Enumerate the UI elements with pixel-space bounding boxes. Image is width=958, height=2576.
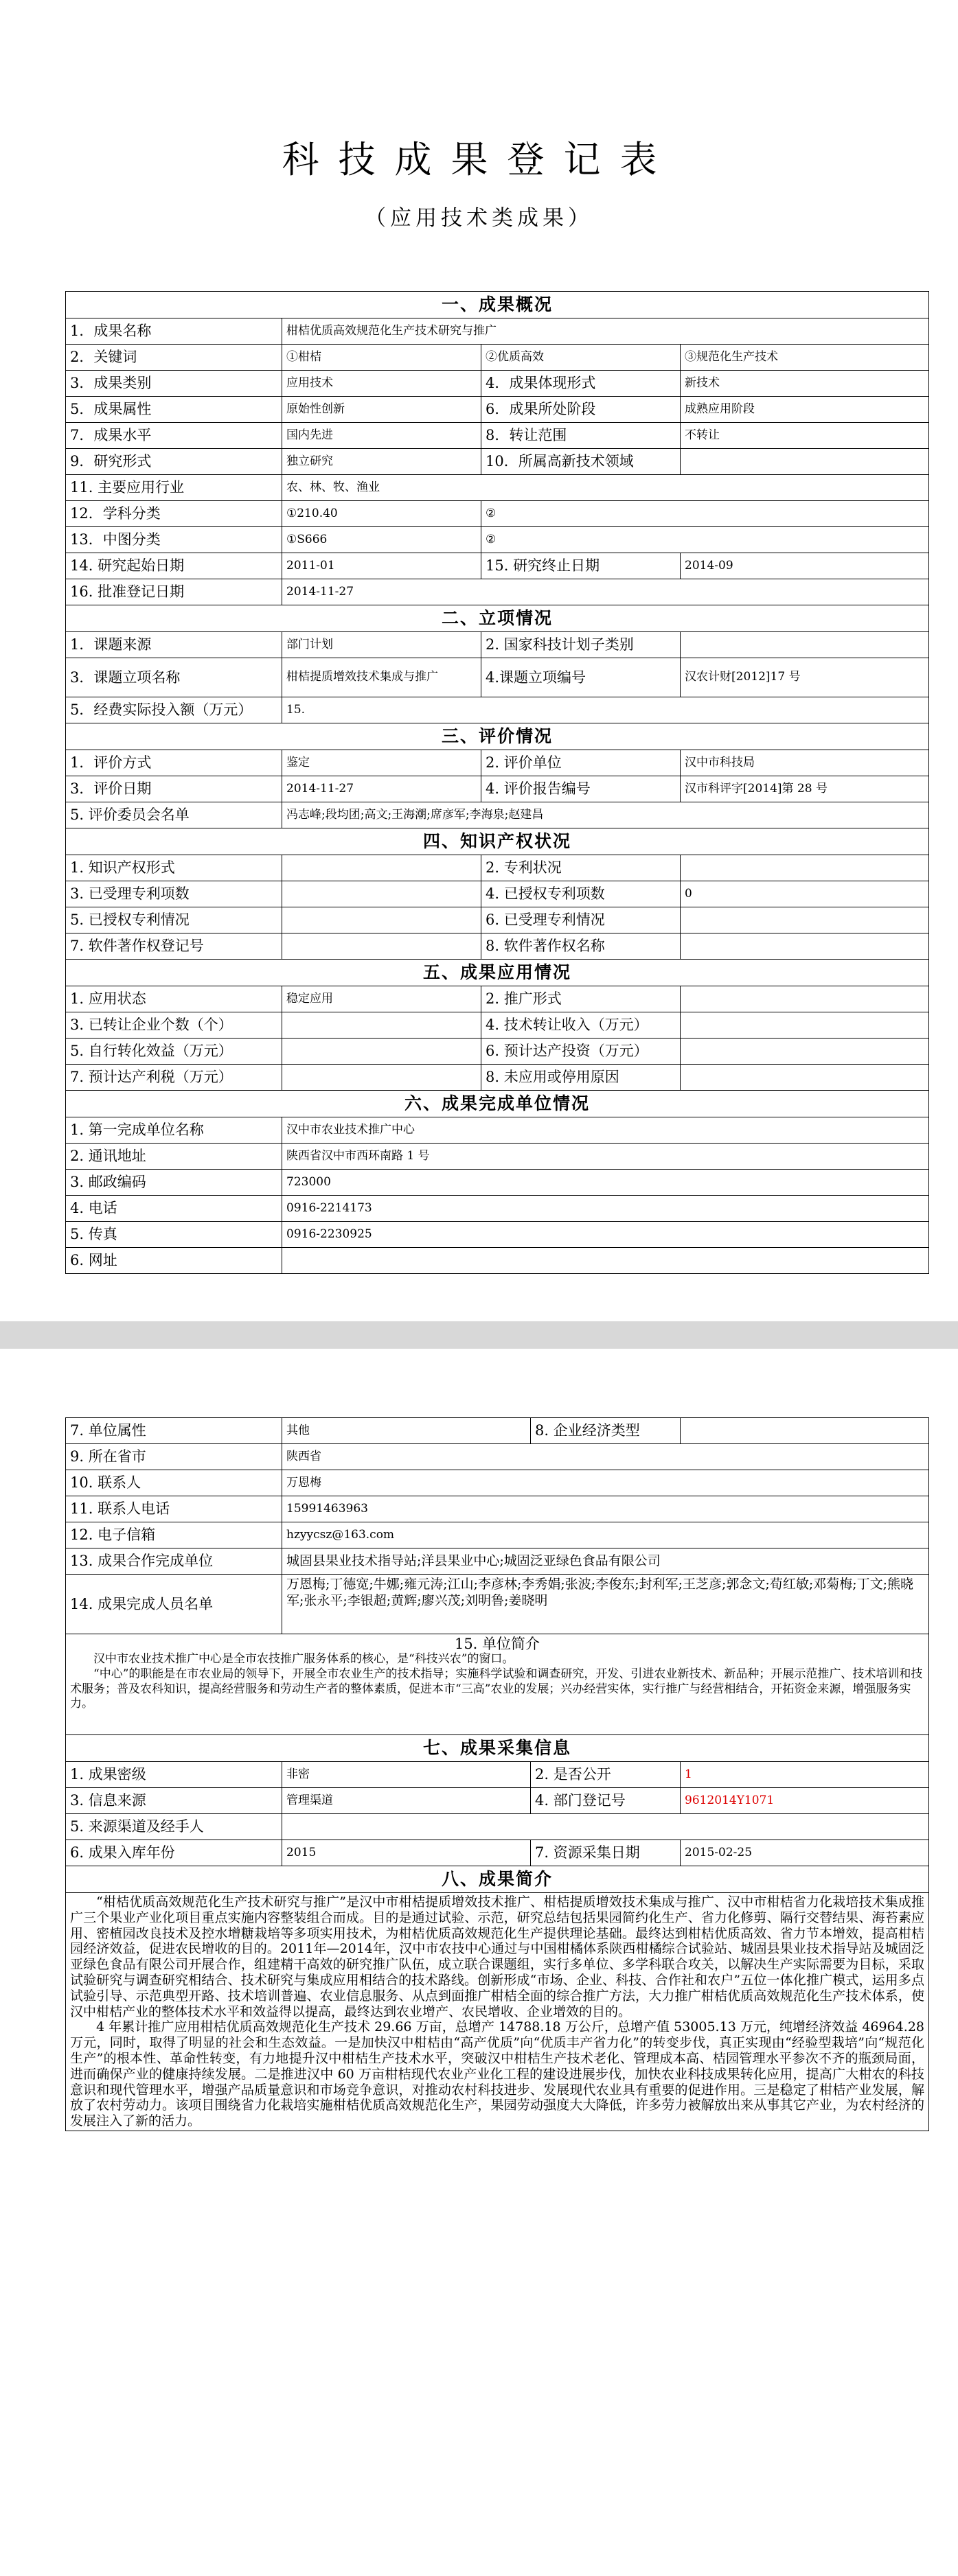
label-software-reg: 7. 软件著作权登记号 — [66, 933, 282, 960]
value-contact-phone: 15991463963 — [282, 1496, 929, 1522]
label-website: 6. 网址 — [66, 1248, 282, 1274]
label-address: 2. 通讯地址 — [66, 1144, 282, 1170]
value-clc-2: ② — [481, 527, 929, 553]
value-phone: 0916-2214173 — [282, 1196, 929, 1222]
value-unit-intro-p1: 汉中市农业技术推广中心是全市农技推广服务体系的核心，是“科技兴农”的窗口。 — [93, 1652, 514, 1667]
value-secret-level: 非密 — [282, 1762, 531, 1788]
unit-intro-cell — [66, 1634, 929, 1735]
label-eval-unit: 2. 评价单位 — [481, 750, 681, 776]
section-header-evaluation: 三、评价情况 — [66, 723, 929, 750]
label-unit-property: 7. 单位属性 — [66, 1418, 282, 1444]
value-attribute: 原始性创新 — [282, 397, 481, 423]
value-fax: 0916-2230925 — [282, 1222, 929, 1248]
value-eval-committee: 冯志峰;段均团;高文;王海潮;席彦军;李海泉;赵建昌 — [282, 802, 929, 828]
label-patents-applied: 3. 已受理专利项数 — [66, 881, 282, 907]
value-hitech — [681, 449, 929, 475]
label-contact: 10. 联系人 — [66, 1470, 282, 1496]
value-coop-units: 城固县果业技术指导站;洋县果业中心;城固泛亚绿色食品有限公司 — [282, 1548, 929, 1575]
label-clc: 13．中图分类 — [66, 527, 282, 553]
value-granted-info — [282, 907, 481, 933]
label-expected-invest: 6. 预计达产投资（万元） — [481, 1038, 681, 1065]
value-storage-year: 2015 — [282, 1840, 531, 1866]
label-collect-date: 7. 资源采集日期 — [531, 1840, 681, 1866]
value-national-plan — [681, 632, 929, 658]
value-software-name — [681, 933, 929, 960]
label-storage-year: 6. 成果入库年份 — [66, 1840, 282, 1866]
value-research-form: 独立研究 — [282, 449, 481, 475]
label-enterprise-type: 8. 企业经济类型 — [531, 1418, 681, 1444]
value-unused-reason — [681, 1065, 929, 1091]
label-stage: 6．成果所处阶段 — [481, 397, 681, 423]
value-info-source: 管理渠道 — [282, 1788, 531, 1814]
value-self-benefit — [282, 1038, 481, 1065]
page-two — [0, 1349, 958, 2576]
section-header-project: 二、立项情况 — [66, 605, 929, 632]
value-keyword-3: ③规范化生产技术 — [681, 345, 929, 371]
page-title: 科技成果登记表 — [282, 138, 676, 181]
summary-cell — [66, 1893, 929, 2131]
label-research-form: 9．研究形式 — [66, 449, 282, 475]
label-enterprises: 3. 已转让企业个数（个） — [66, 1012, 282, 1038]
label-industry: 11. 主要应用行业 — [66, 475, 282, 501]
label-promo-form: 2. 推广形式 — [481, 986, 681, 1012]
value-form: 新技术 — [681, 371, 929, 397]
label-patent-status: 2. 专利状况 — [481, 855, 681, 881]
value-email: hzyycsz@163.com — [282, 1522, 929, 1548]
label-project-name: 3．课题立项名称 — [66, 658, 282, 697]
label-hitech: 10．所属高新技术领域 — [481, 449, 681, 475]
value-subject-2: ② — [481, 501, 929, 527]
value-eval-unit: 汉中市科技局 — [681, 750, 929, 776]
label-unused-reason: 8. 未应用或停用原因 — [481, 1065, 681, 1091]
label-is-public: 2. 是否公开 — [531, 1762, 681, 1788]
value-app-state: 稳定应用 — [282, 986, 481, 1012]
value-category: 应用技术 — [282, 371, 481, 397]
label-source-person: 5. 来源渠道及经手人 — [66, 1814, 282, 1840]
value-address: 陕西省汉中市西环南路 1 号 — [282, 1144, 929, 1170]
label-secret-level: 1. 成果密级 — [66, 1762, 282, 1788]
label-info-source: 3. 信息来源 — [66, 1788, 282, 1814]
page-subtitle: （应用技术类成果） — [365, 206, 593, 231]
label-granted-info: 5. 已授权专利情况 — [66, 907, 282, 933]
value-enterprises — [282, 1012, 481, 1038]
value-ip-form — [282, 855, 481, 881]
summary-paragraph-2: 4 年累计推广应用柑桔优质高效规范化生产技术 29.66 万亩，总增产 14788.18 万公斤，总增产值 53005.13 万元，纯增经济效益 46964.28 万元，同时，取得了明显的社会和生态效益。一是加快汉中柑桔由“高产优质”向“优质丰产省力化”的转变步伐，真正实现由“经验型栽培”向“规范化生产”的根本性、革命性转变，有力地提升汉中柑桔生产技术水平，突破汉中柑桔生产技术老化、管理成本高、桔园管理水平参次不齐的瓶颈局面，进而确保产业的健康持续发展。二是推进汉中 60 万亩柑桔现代农业产业化工程的建设进展步伐，加快农业科技成果转化应用，提高广大柑农的科技意识和现代管理水平，增强产品质量意识和市场竞争意识，对推动农村科技进步、发展现代农业具有重要的促进作用。三是稳定了柑桔产业发展，解放了农村劳动力。该项目围绕省力化栽培实施柑桔优质高效规范化生产，果园劳动强度大大降低，许多劳力被解放出来从事其它产业，为农村经济的发展注入了新的活力。 — [70, 2019, 924, 2129]
value-first-unit: 汉中市农业技术推广中心 — [282, 1117, 929, 1144]
section-header-summary: 八、成果简介 — [66, 1866, 929, 1893]
value-source-person — [282, 1814, 929, 1840]
value-transfer: 不转让 — [681, 423, 929, 449]
label-ip-form: 1. 知识产权形式 — [66, 855, 282, 881]
registration-table-part-2 — [65, 1417, 929, 2131]
value-patents-applied — [282, 881, 481, 907]
value-patent-status — [681, 855, 929, 881]
value-start-date: 2011-01 — [282, 553, 481, 579]
value-software-reg — [282, 933, 481, 960]
label-province: 9. 所在省市 — [66, 1444, 282, 1470]
value-industry: 农、林、牧、渔业 — [282, 475, 929, 501]
label-contact-phone: 11. 联系人电话 — [66, 1496, 282, 1522]
label-phone: 4. 电话 — [66, 1196, 282, 1222]
value-team-members: 万恩梅;丁德宽;牛娜;雍元涛;江山;李彦林;李秀娟;张波;李俊东;封利军;王芝彦;郭念文;荀红敏;邓菊梅;丁文;熊晓军;张永平;李银超;黄辉;廖兴茂;刘明鲁;姜晓明 — [282, 1575, 929, 1634]
value-expected-profit — [282, 1065, 481, 1091]
value-project-name: 柑桔提质增效技术集成与推广 — [282, 658, 481, 697]
value-collect-date: 2015-02-25 — [681, 1840, 929, 1866]
value-achievement-name: 柑桔优质高效规范化生产技术研究与推广 — [282, 318, 929, 345]
value-keyword-2: ②优质高效 — [481, 345, 681, 371]
label-fax: 5. 传真 — [66, 1222, 282, 1248]
value-funding: 15. — [282, 697, 929, 723]
value-approve-date: 2014-11-27 — [282, 579, 929, 605]
label-level: 7．成果水平 — [66, 423, 282, 449]
value-contact: 万恩梅 — [282, 1470, 929, 1496]
value-dept-reg-no: 9612014Y1071 — [681, 1788, 929, 1814]
label-eval-committee: 5. 评价委员会名单 — [66, 802, 282, 828]
section-header-collection: 七、成果采集信息 — [66, 1735, 929, 1762]
section-header-ip: 四、知识产权状况 — [66, 828, 929, 855]
label-zip: 3. 邮政编码 — [66, 1170, 282, 1196]
section-header-overview: 一、成果概况 — [66, 292, 929, 318]
label-unit-intro: 15. 单位简介 — [454, 1636, 540, 1652]
label-project-source: 1．课题来源 — [66, 632, 282, 658]
value-promo-form — [681, 986, 929, 1012]
value-unit-intro-p2: “中心”的职能是在市农业局的领导下，开展全市农业生产的技术指导；实施科学试验和调查研究，开发、引进农业新技术、新品种；开展示范推广、技术培训和技术服务；普及农科知识，提高经营服务和劳动生产者的整体素质，促进本市“三高”农业的发展；兴办经营实体，实行推广与经营相结合，开拓资金来源，增强服务实力。 — [70, 1667, 923, 1711]
label-national-plan: 2. 国家科技计划子类别 — [481, 632, 681, 658]
value-stage: 成熟应用阶段 — [681, 397, 929, 423]
section-header-unit: 六、成果完成单位情况 — [66, 1091, 929, 1117]
label-project-number: 4.课题立项编号 — [481, 658, 681, 697]
value-applied-info — [681, 907, 929, 933]
value-zip: 723000 — [282, 1170, 929, 1196]
value-expected-invest — [681, 1038, 929, 1065]
label-coop-units: 13. 成果合作完成单位 — [66, 1548, 282, 1575]
label-approve-date: 16. 批准登记日期 — [66, 579, 282, 605]
value-enterprise-type — [681, 1418, 929, 1444]
label-expected-profit: 7. 预计达产利税（万元） — [66, 1065, 282, 1091]
summary-paragraph-1: “柑桔优质高效规范化生产技术研究与推广”是汉中市柑桔提质增效技术推广、柑桔提质增效技术集成与推广、汉中市柑桔省力化栽培技术集成推广三个果业产业化项目重点实施内容整装组合而成。目的是通过试验、示范，研究总结包括果园简约化生产、省力化修剪、隔行交替结果、海苔素应用、密植园改良技术及控水增糖栽培等多项实用技术，为柑桔优质高效规范化生产提供理论基础。最终达到柑桔优质高效、省力节本增效，提高柑桔园经济效益，促进农民增收的目的。2011年—2014年，汉中市农技中心通过与中国柑橘体系陕西柑橘综合试验站、城固县果业技术指导站及城固泛亚绿色食品有限公司开展合作，组建精干高效的研究推广队伍，成立联合课题组，实行多单位、多学科联合攻关，以解决生产实际需要为目标，采取试验研究与调查研究相结合、技术研究与集成应用相结合的技术路线。创新形成“市场、企业、科技、合作社和农户”五位一体化推广模式，运用多点试验引导、示范典型开路、技术培训普遍、农业信息服务、从点到面推广柑桔全面的综合推广方法，大力推广柑桔优质高效规范化生产技术体系，使汉中柑桔产业的整体技术水平和效益得以提高，最终达到农业增产、农民增收、企业增效的目的。 — [70, 1894, 924, 2019]
value-website — [282, 1248, 929, 1274]
label-start-date: 14. 研究起始日期 — [66, 553, 282, 579]
label-patents-granted: 4. 已授权专利项数 — [481, 881, 681, 907]
value-subject-1: ①210.40 — [282, 501, 481, 527]
label-funding: 5．经费实际投入额（万元） — [66, 697, 282, 723]
label-subject: 12．学科分类 — [66, 501, 282, 527]
label-self-benefit: 5. 自行转化效益（万元） — [66, 1038, 282, 1065]
value-patents-granted: 0 — [681, 881, 929, 907]
label-eval-report: 4. 评价报告编号 — [481, 776, 681, 802]
label-transfer: 8．转让范围 — [481, 423, 681, 449]
value-end-date: 2014-09 — [681, 553, 929, 579]
label-form: 4．成果体现形式 — [481, 371, 681, 397]
label-end-date: 15. 研究终止日期 — [481, 553, 681, 579]
value-clc-1: ①S666 — [282, 527, 481, 553]
label-achievement-name: 1．成果名称 — [66, 318, 282, 345]
registration-table-part-1 — [65, 291, 929, 1274]
label-eval-method: 1．评价方式 — [66, 750, 282, 776]
value-eval-method: 鉴定 — [282, 750, 481, 776]
value-keyword-1: ①柑桔 — [282, 345, 481, 371]
value-project-number: 汉农计财[2012]17 号 — [681, 658, 929, 697]
label-transfer-income: 4. 技术转让收入（万元） — [481, 1012, 681, 1038]
section-header-application: 五、成果应用情况 — [66, 960, 929, 986]
label-software-name: 8. 软件著作权名称 — [481, 933, 681, 960]
value-project-source: 部门计划 — [282, 632, 481, 658]
label-keywords: 2．关键词 — [66, 345, 282, 371]
value-province: 陕西省 — [282, 1444, 929, 1470]
label-dept-reg-no: 4. 部门登记号 — [531, 1788, 681, 1814]
label-category: 3．成果类别 — [66, 371, 282, 397]
label-app-state: 1. 应用状态 — [66, 986, 282, 1012]
label-first-unit: 1. 第一完成单位名称 — [66, 1117, 282, 1144]
label-applied-info: 6. 已受理专利情况 — [481, 907, 681, 933]
value-eval-report: 汉市科评字[2014]第 28 号 — [681, 776, 929, 802]
label-email: 12. 电子信箱 — [66, 1522, 282, 1548]
value-level: 国内先进 — [282, 423, 481, 449]
value-is-public: 1 — [681, 1762, 929, 1788]
value-unit-property: 其他 — [282, 1418, 531, 1444]
label-team-members: 14. 成果完成人员名单 — [66, 1575, 282, 1634]
label-eval-date: 3．评价日期 — [66, 776, 282, 802]
value-eval-date: 2014-11-27 — [282, 776, 481, 802]
label-attribute: 5．成果属性 — [66, 397, 282, 423]
value-transfer-income — [681, 1012, 929, 1038]
